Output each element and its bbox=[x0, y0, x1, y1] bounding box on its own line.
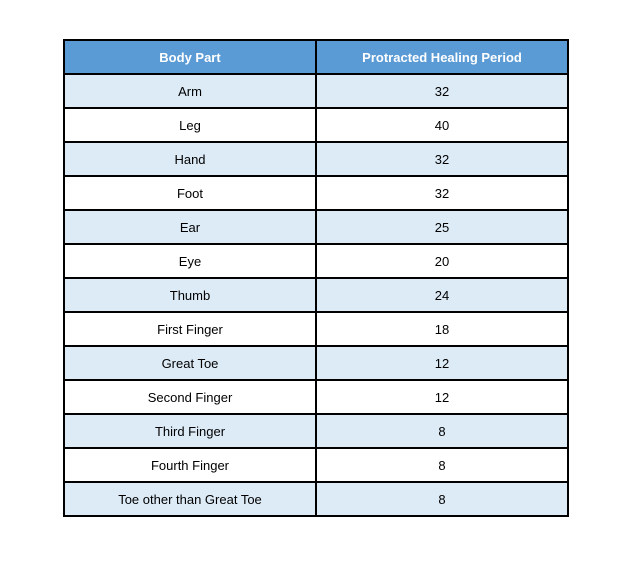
table-row bbox=[64, 414, 568, 448]
healing-period-cell: 20 bbox=[316, 244, 568, 278]
body-part-cell: Third Finger bbox=[64, 414, 316, 448]
table-row bbox=[64, 244, 568, 278]
table-header-row bbox=[64, 40, 568, 74]
table-row bbox=[64, 380, 568, 414]
healing-period-cell: 18 bbox=[316, 312, 568, 346]
body-part-cell: Eye bbox=[64, 244, 316, 278]
table-row bbox=[64, 74, 568, 108]
healing-period-cell: 24 bbox=[316, 278, 568, 312]
healing-period-cell: 12 bbox=[316, 346, 568, 380]
body-part-cell: Ear bbox=[64, 210, 316, 244]
table-row bbox=[64, 346, 568, 380]
table-row bbox=[64, 448, 568, 482]
header-body-part: Body Part bbox=[64, 40, 316, 74]
body-part-cell: Second Finger bbox=[64, 380, 316, 414]
body-part-cell: Thumb bbox=[64, 278, 316, 312]
healing-period-cell: 32 bbox=[316, 176, 568, 210]
healing-period-cell: 25 bbox=[316, 210, 568, 244]
table-row bbox=[64, 176, 568, 210]
healing-period-cell: 40 bbox=[316, 108, 568, 142]
healing-period-cell: 8 bbox=[316, 448, 568, 482]
table-row bbox=[64, 142, 568, 176]
body-part-cell: Toe other than Great Toe bbox=[64, 482, 316, 516]
body-part-cell: First Finger bbox=[64, 312, 316, 346]
body-part-cell: Arm bbox=[64, 74, 316, 108]
table-container bbox=[63, 39, 569, 517]
body-part-cell: Foot bbox=[64, 176, 316, 210]
header-protracted-healing-period: Protracted Healing Period bbox=[316, 40, 568, 74]
table-row bbox=[64, 278, 568, 312]
healing-period-cell: 8 bbox=[316, 414, 568, 448]
body-part-cell: Hand bbox=[64, 142, 316, 176]
body-part-cell: Fourth Finger bbox=[64, 448, 316, 482]
healing-period-cell: 32 bbox=[316, 74, 568, 108]
healing-period-table bbox=[63, 39, 569, 517]
table-row bbox=[64, 108, 568, 142]
healing-period-cell: 32 bbox=[316, 142, 568, 176]
body-part-cell: Leg bbox=[64, 108, 316, 142]
body-part-cell: Great Toe bbox=[64, 346, 316, 380]
table-row bbox=[64, 312, 568, 346]
table-row bbox=[64, 482, 568, 516]
table-row bbox=[64, 210, 568, 244]
healing-period-cell: 12 bbox=[316, 380, 568, 414]
healing-period-cell: 8 bbox=[316, 482, 568, 516]
